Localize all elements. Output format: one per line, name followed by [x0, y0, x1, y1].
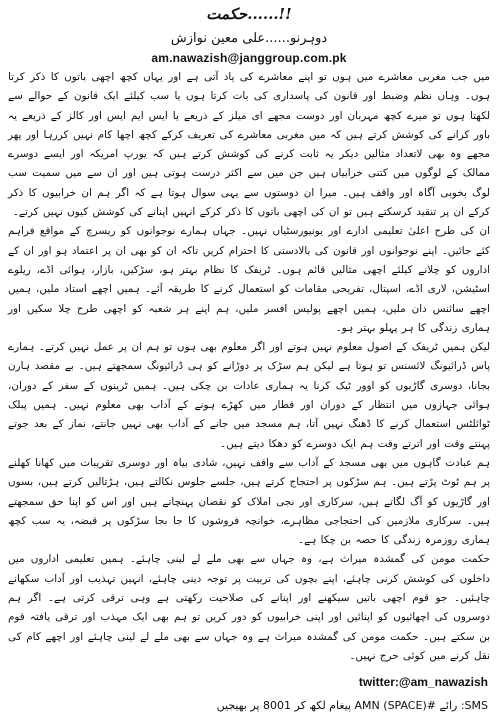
article-paragraph: حکمت مومن کی گمشدہ میراث ہے، وہ جہاں سے بھی ملے لے لینی چاہئے۔ ہمیں تعلیمی اداروں میں داخلوں کی کوشش کرنی چاہئے، اپنے بچوں کی تربیت پر توجہ دینی چاہئے، انہیں تہذیب اور آداب سکھانے چاہئیں۔ جو قوم اچھی باتیں سیکھنے اور اپنانے کی صلاحیت رکھتی ہے وہی ترقی کرتی ہے۔ اگر ہم دوسروں کی اچھائیوں کو اپنائیں اور اپنی خرابیوں کو دور کریں تو ہم بھی ایک مہذب اور ترقی یافتہ قوم بن سکتے ہیں۔ حکمت مومن کی گمشدہ میراث ہے وہ جہاں سے بھی ملے لے لینی چاہئے اور اچھے کام کی نقل کرنے میں کوئی حرج نہیں۔ [8, 553, 490, 662]
column-title: حکمت......!! [206, 5, 292, 23]
column-byline: دوہرنو......علی معین نوازش [170, 31, 328, 46]
author-twitter: twitter:@am_nawazish [358, 675, 488, 690]
sms-feedback-line: SMS: رائے #AMN (SPACE) پیغام لکھ کر 8001 پر بھیجیں [216, 699, 488, 713]
article-paragraph: ان کی طرح اعلیٰ تعلیمی ادارے اور یونیورسٹیاں نہیں۔ جہاں ہمارے نوجوانوں کو ریسرچ کے مواقع فراہم کئے جائیں۔ اپنے نوجوانوں اور قانون کی بالادستی کا احترام کریں تاکہ ان کو بھی ان پر اعتماد ہو اور ان کے اداروں کو چلانے کیلئے اچھی مثالیں قائم ہوں۔ ٹریفک کا نظام بہتر ہو، سڑکیں، بازار، ہوائی اڈے، ریلوے اسٹیشن، لاری اڈے، اسپتال، تفریحی مقامات کو استعمال کرنے کا طریقہ آئے۔ ہمیں اچھے استاد ملیں، ہمیں اچھے سائنس دان ملیں، ہمیں اچھے پولیس افسر ملیں، ہم اپنے ہر شعبہ کو اچھی طرح چلا سکیں اور ہماری زندگی کا ہر پہلو بہتر ہو۔ [8, 225, 490, 334]
article-body [6, 68, 492, 666]
article-paragraph: میں جب مغربی معاشرے میں ہوں تو اپنے معاشرے کی یاد آتی ہے اور یہاں کچھ اچھی باتوں کا ذکر کرتا ہوں۔ وہاں نظم وضبط اور قانون کی پاسداری کی بات کرتا ہوں یا سب کیلئے ایک قانون کے حوالے سے لکھتا ہوں تو میرے کچھ مہربان اور دوست مجھے ای میلز کے ذریعے یا ایس ایم ایس اور کالز کے ذریعے یہ باور کرانے کی کوشش کرتے ہیں کہ میں مغربی معاشرے کی تعریف کرکے کچھ اچھا کام نہیں کررہا اور پھر مجھے وہ بھی لاتعداد مثالیں دیکر یہ ثابت کرنے کی کوشش کرتے ہیں کہ یورپ امریکہ اور ایسے دوسرے ممالک کے لوگوں میں کتنی خرابیاں ہیں جن میں سے اکثر درست ہوتی ہیں اور ان سے میں سمیت سب لوگ بخوبی آگاہ اور واقف ہیں۔ میرا ان دوستوں سے یہی سوال ہوتا ہے کہ اگر ہم ان خرابیوں کا ذکر کرکے ان پر تنقید کرسکتے ہیں تو ان کی اچھی باتوں کا ذکر کرکے انہیں اپنانے کی کوشش کیوں نہیں کرتے۔ [8, 71, 490, 219]
author-email: am.nawazish@janggroup.com.pk [151, 51, 347, 65]
article-paragraph: لیکن ہمیں ٹریفک کے اصول معلوم نہیں ہوتے اور اگر معلوم بھی ہوں تو ہم ان پر عمل نہیں کرتے۔ ہمارے پاس ڈرائیونگ لائسنس تو ہوتا ہے لیکن ہم سڑک پر دوڑانے کو ہی ڈرائیونگ سمجھتے ہیں۔ بے مقصد ہارن بجانا، دوسری گاڑیوں کو اوور ٹیک کرنا یہ ہماری عادات بن چکی ہیں۔ ہمیں ٹرینوں کے سفر کے دوران، ہوائی جہازوں میں انتظار کے دوران اور قطار میں کھڑے ہونے کے آداب بھی معلوم نہیں۔ ہمیں پبلک ٹوائلٹس استعمال کرنے کا ڈھنگ نہیں آتا، ہم مسجد میں جانے کے آداب بھی نہیں جانتے، نماز کے بعد جوتے پہنتے وقت اور اترتے وقت ہم ایک دوسرے کو دھکا دیتے ہیں۔ [8, 341, 490, 450]
article-paragraph: ہم عبادت گاہوں میں بھی مسجد کے آداب سے واقف نہیں، شادی بیاہ اور دوسری تقریبات میں کھانا کھلنے پر ہم ٹوٹ پڑتے ہیں۔ ہم سڑکوں پر احتجاج کرتے ہیں، جلسے جلوس نکالتے ہیں، ہڑتالیں کرتے ہیں، بسوں اور گاڑیوں کو آگ لگاتے ہیں، سرکاری اور نجی املاک کو نقصان پہنچاتے ہیں اور اس کو اپنا حق سمجھتے ہیں۔ سرکاری ملازمین کی احتجاجی مظاہرے، خوانچہ فروشوں کا جا بجا سڑکوں پر قبضہ، یہ سب کچھ ہماری روزمرہ زندگی کا حصہ بن چکا ہے۔ [8, 456, 490, 547]
